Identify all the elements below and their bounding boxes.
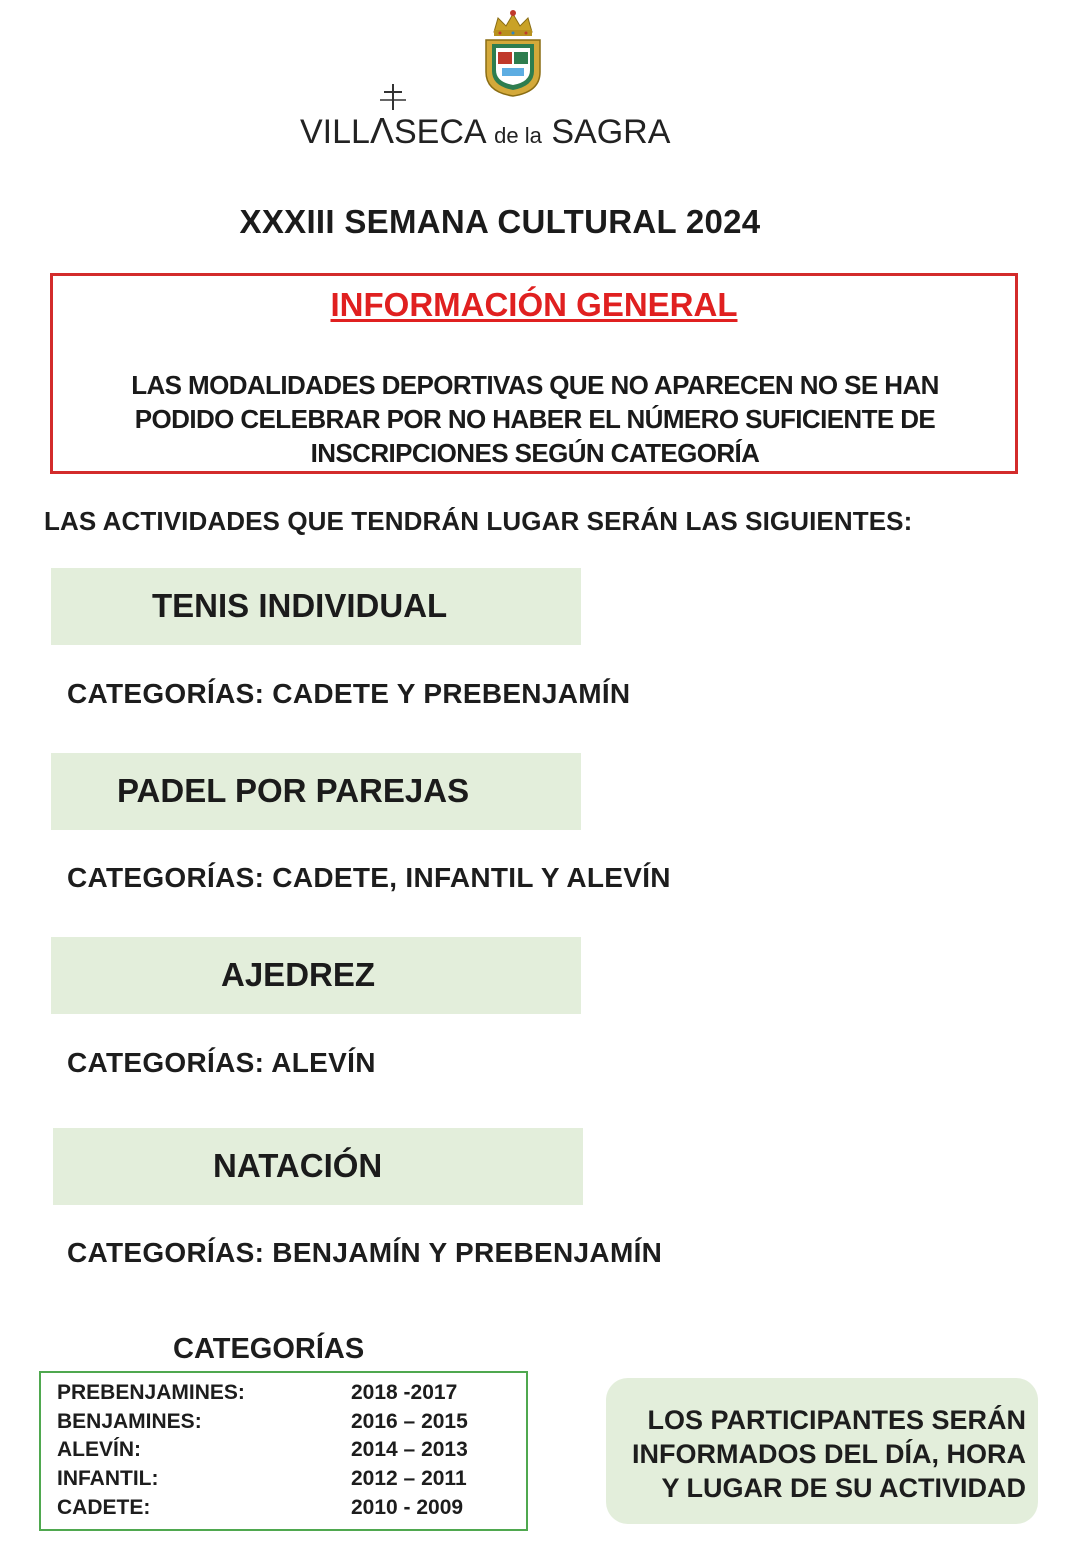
activity-name: TENIS INDIVIDUAL bbox=[152, 587, 448, 624]
logo-word-small: de la bbox=[494, 123, 542, 148]
participants-notice bbox=[606, 1378, 1038, 1524]
category-years: 2018 -2017 bbox=[351, 1381, 458, 1404]
notice-line-1: LOS PARTICIPANTES SERÁN bbox=[647, 1405, 1026, 1435]
page-title: XXXIII SEMANA CULTURAL 2024 bbox=[239, 203, 761, 240]
table-row bbox=[57, 1410, 517, 1439]
table-row bbox=[57, 1496, 517, 1525]
table-row bbox=[57, 1381, 517, 1410]
general-info-box bbox=[50, 273, 1018, 474]
category-years: 2014 – 2013 bbox=[351, 1438, 468, 1461]
activity-tenis-banner bbox=[51, 568, 581, 645]
notice-text bbox=[606, 1403, 1026, 1505]
activity-tenis-categories: CATEGORÍAS: CADETE Y PREBENJAMÍN bbox=[67, 678, 631, 709]
table-row bbox=[57, 1467, 517, 1496]
activity-name: NATACIÓN bbox=[213, 1147, 383, 1184]
categories-table bbox=[39, 1371, 528, 1531]
activity-ajedrez-categories: CATEGORÍAS: ALEVÍN bbox=[67, 1047, 376, 1078]
category-name: PREBENJAMINES: bbox=[57, 1381, 245, 1404]
category-name: BENJAMINES: bbox=[57, 1410, 202, 1433]
table-row bbox=[57, 1438, 517, 1467]
category-name: ALEVÍN: bbox=[57, 1438, 141, 1461]
logo-word-2: SECA bbox=[394, 113, 485, 151]
info-line-2: PODIDO CELEBRAR POR NO HABER EL NÚMERO SUFICIENTE DE bbox=[134, 404, 936, 434]
categories-heading: CATEGORÍAS bbox=[173, 1333, 365, 1365]
activity-padel-categories: CATEGORÍAS: CADETE, INFANTIL Y ALEVÍN bbox=[67, 862, 671, 893]
category-years: 2016 – 2015 bbox=[351, 1410, 468, 1433]
activity-name: PADEL POR PAREJAS bbox=[117, 772, 470, 809]
logo-word-3: SAGRA bbox=[551, 113, 671, 151]
general-info-heading: INFORMACIÓN GENERAL bbox=[330, 286, 738, 323]
activity-padel-banner bbox=[51, 753, 581, 830]
logo-word-1: VILL bbox=[300, 113, 370, 151]
notice-line-2: INFORMADOS DEL DÍA, HORA bbox=[631, 1439, 1026, 1469]
info-line-3: INSCRIPCIONES SEGÚN CATEGORÍA bbox=[310, 438, 760, 468]
activities-intro: LAS ACTIVIDADES QUE TENDRÁN LUGAR SERÁN LAS SIGUIENTES: bbox=[44, 506, 913, 536]
activity-natacion-categories: CATEGORÍAS: BENJAMÍN Y PREBENJAMÍN bbox=[67, 1237, 663, 1268]
category-name: CADETE: bbox=[57, 1496, 151, 1519]
general-info-text bbox=[73, 368, 997, 470]
activity-natacion-banner bbox=[53, 1128, 583, 1205]
town-logo-text bbox=[300, 110, 680, 160]
activity-name: AJEDREZ bbox=[221, 956, 376, 993]
cross-ornament-icon bbox=[376, 82, 410, 112]
category-name: INFANTIL: bbox=[57, 1467, 159, 1490]
coat-of-arms-icon bbox=[480, 6, 546, 98]
logo-letter-a: Λ bbox=[369, 110, 394, 151]
notice-line-3: Y LUGAR DE SU ACTIVIDAD bbox=[661, 1473, 1026, 1503]
category-years: 2010 - 2009 bbox=[351, 1496, 464, 1519]
activity-ajedrez-banner bbox=[51, 937, 581, 1014]
info-line-1: LAS MODALIDADES DEPORTIVAS QUE NO APARECEN NO SE HAN bbox=[131, 370, 939, 400]
category-years: 2012 – 2011 bbox=[351, 1467, 467, 1490]
